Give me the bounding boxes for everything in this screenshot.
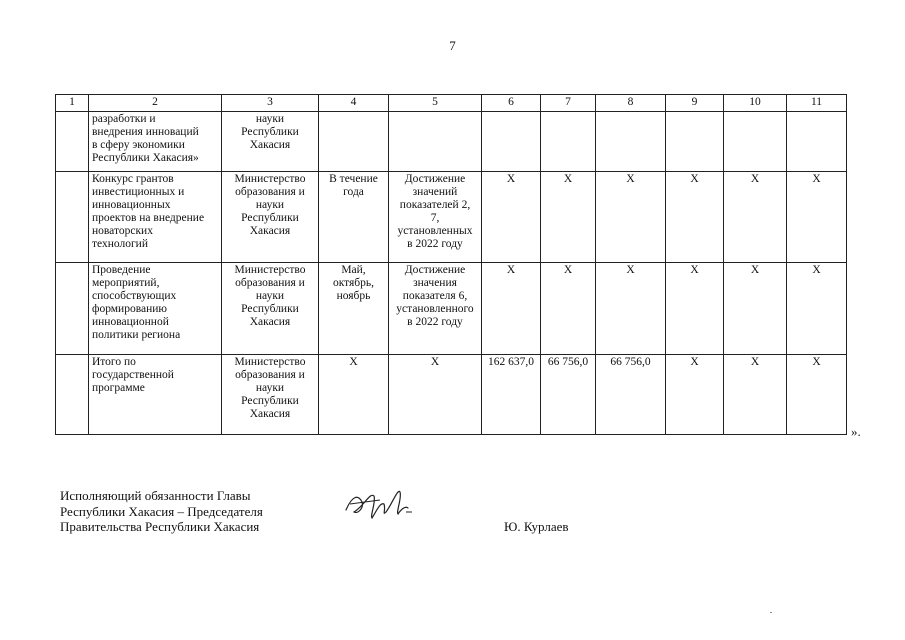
table-cell-col7: X — [541, 172, 596, 263]
table-row — [56, 172, 847, 263]
table-cell-col4 — [319, 263, 389, 355]
program-table — [55, 94, 847, 435]
table-cell-col4 — [319, 355, 389, 435]
signature-title — [60, 488, 263, 535]
table-row — [56, 263, 847, 355]
cell-line: Хакасия — [249, 408, 291, 420]
table-cell-col2 — [89, 112, 222, 172]
cell-line: инвестиционных и — [92, 186, 185, 198]
signature-title-line: Республики Хакасия – Председателя — [60, 503, 263, 519]
table-cell-col7: 66 756,0 — [541, 355, 596, 435]
table-cell-col3 — [222, 172, 319, 263]
cell-line: Хакасия — [249, 139, 291, 151]
cell-line: В течение — [329, 173, 378, 185]
cell-line: инновационных — [92, 199, 171, 211]
table-cell-col2 — [89, 172, 222, 263]
table-cell-col2 — [89, 355, 222, 435]
table-cell-col8: X — [596, 172, 666, 263]
table-cell-col7 — [541, 112, 596, 172]
handwritten-signature — [340, 482, 420, 532]
cell-line: Хакасия — [249, 316, 291, 328]
cell-line: политики региона — [92, 329, 181, 341]
cell-line: государственной — [92, 369, 174, 381]
column-header: 3 — [222, 95, 319, 112]
table-cell-col9: X — [666, 172, 724, 263]
table-cell-col7: X — [541, 263, 596, 355]
cell-line: Хакасия — [249, 225, 291, 237]
cell-line: образования и — [235, 369, 305, 381]
cell-line: значения — [413, 277, 457, 289]
table-cell-col1 — [56, 263, 89, 355]
column-header: 8 — [596, 95, 666, 112]
cell-line: Май, — [341, 264, 366, 276]
table-cell-col3 — [222, 263, 319, 355]
cell-line: Министерство — [234, 356, 306, 368]
table-cell-col9: X — [666, 355, 724, 435]
cell-line: новаторских — [92, 225, 153, 237]
cell-line: Итого по — [92, 356, 136, 368]
column-header: 2 — [89, 95, 222, 112]
cell-line: установленного — [396, 303, 474, 315]
scan-artifact — [770, 612, 772, 613]
table-cell-col6: X — [482, 263, 541, 355]
table-cell-col6: 162 637,0 — [482, 355, 541, 435]
column-header: 7 — [541, 95, 596, 112]
cell-line: Республики — [241, 126, 299, 138]
cell-line: технологий — [92, 238, 148, 250]
page-number: 7 — [449, 38, 456, 53]
table-cell-col5 — [389, 355, 482, 435]
cell-line: проектов на внедрение — [92, 212, 205, 224]
cell-line: октябрь, — [332, 277, 375, 289]
table-cell-col4 — [319, 172, 389, 263]
cell-line: Конкурс грантов — [92, 173, 174, 185]
cell-line: Достижение — [404, 264, 466, 276]
signer-name: Ю. Курлаев — [504, 519, 569, 534]
cell-line: разработки и — [92, 113, 156, 125]
cell-line: Республики — [241, 303, 299, 315]
cell-line: науки — [255, 199, 285, 211]
table-cell-col9: X — [666, 263, 724, 355]
cell-line: Республики Хакасия» — [92, 152, 199, 164]
table-cell-col6 — [482, 112, 541, 172]
column-header: 11 — [787, 95, 847, 112]
cell-line: образования и — [235, 277, 305, 289]
column-header: 6 — [482, 95, 541, 112]
cell-line: мероприятий, — [92, 277, 160, 289]
cell-line: инновационной — [92, 316, 169, 328]
cell-line: в 2022 году — [407, 238, 463, 250]
closing-quote: ». — [851, 424, 861, 439]
table-cell-col11 — [787, 112, 847, 172]
cell-line: образования и — [235, 186, 305, 198]
cell-line: X — [430, 356, 440, 368]
signature-title-line: Правительства Республики Хакасия — [60, 519, 260, 534]
cell-line: Министерство — [234, 264, 306, 276]
cell-line: года — [343, 186, 364, 198]
cell-line: формированию — [92, 303, 167, 315]
cell-line: показателя 6, — [402, 290, 468, 302]
cell-line: науки — [255, 113, 285, 125]
table-cell-col1 — [56, 112, 89, 172]
table-cell-col8: X — [596, 263, 666, 355]
cell-line: Достижение — [404, 173, 466, 185]
table-cell-col6: X — [482, 172, 541, 263]
cell-line: внедрения инноваций — [92, 126, 199, 138]
column-header: 1 — [56, 95, 89, 112]
table-cell-col11: X — [787, 172, 847, 263]
table-cell-col1 — [56, 172, 89, 263]
table-header-row — [56, 95, 847, 112]
table-row — [56, 112, 847, 172]
cell-line: ноябрь — [336, 290, 371, 302]
table-cell-col5 — [389, 112, 482, 172]
column-header: 9 — [666, 95, 724, 112]
table-cell-col8 — [596, 112, 666, 172]
cell-line: программе — [92, 382, 145, 394]
cell-line: способствующих — [92, 290, 177, 302]
cell-line: науки — [255, 290, 285, 302]
table-cell-col3 — [222, 355, 319, 435]
cell-line: Республики — [241, 395, 299, 407]
cell-line: науки — [255, 382, 285, 394]
cell-line: установленных — [397, 225, 473, 237]
column-header: 4 — [319, 95, 389, 112]
table-cell-col5 — [389, 172, 482, 263]
cell-line: Министерство — [234, 173, 306, 185]
cell-line: значений — [412, 186, 458, 198]
signature-title-line: Исполняющий обязанности Главы — [60, 488, 251, 503]
column-header: 5 — [389, 95, 482, 112]
table-cell-col5 — [389, 263, 482, 355]
table-cell-col11: X — [787, 355, 847, 435]
table-cell-col3 — [222, 112, 319, 172]
cell-line: 7, — [430, 212, 440, 224]
cell-line: в сферу экономики — [92, 139, 185, 151]
column-header: 10 — [724, 95, 787, 112]
table-body — [56, 112, 847, 435]
table-cell-col10 — [724, 112, 787, 172]
cell-line: X — [349, 356, 358, 368]
table-cell-col10: X — [724, 263, 787, 355]
table-cell-col11: X — [787, 263, 847, 355]
cell-line: Проведение — [92, 264, 151, 276]
table-cell-col4 — [319, 112, 389, 172]
cell-line: Республики — [241, 212, 299, 224]
table-cell-col8: 66 756,0 — [596, 355, 666, 435]
table-cell-col10: X — [724, 355, 787, 435]
table-cell-col9 — [666, 112, 724, 172]
cell-line: в 2022 году — [407, 316, 463, 328]
table-row — [56, 355, 847, 435]
table-cell-col10: X — [724, 172, 787, 263]
table-cell-col2 — [89, 263, 222, 355]
table-cell-col1 — [56, 355, 89, 435]
cell-line: показателей 2, — [399, 199, 471, 211]
